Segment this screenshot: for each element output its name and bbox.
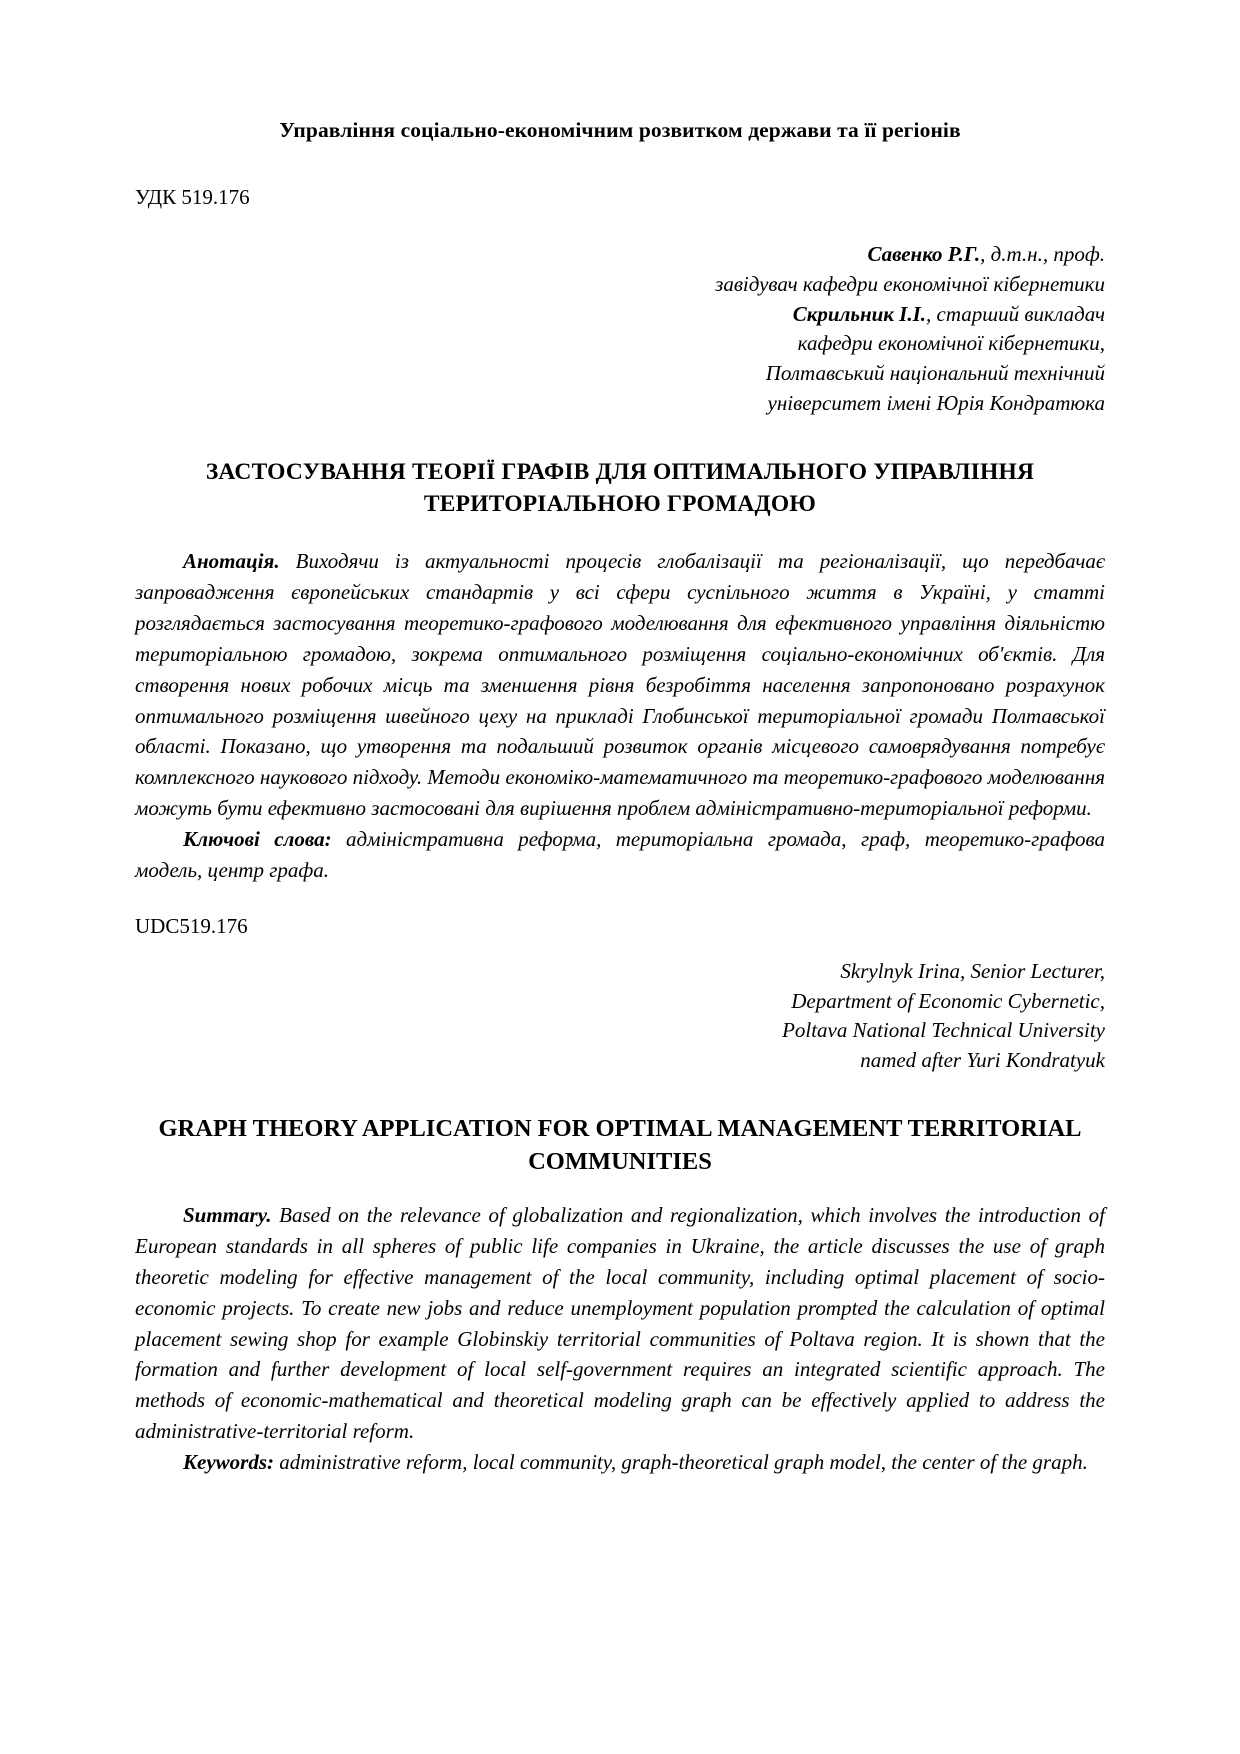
author-role: , старший викладач bbox=[926, 301, 1105, 326]
abstract-en bbox=[135, 1200, 1105, 1447]
author-affiliation: Полтавський національний технічний bbox=[765, 361, 1105, 386]
abstract-label-ua: Анотація. bbox=[183, 549, 280, 574]
abstract-text-ua: Виходячи із актуальності процесів глобалізації та регіоналізації, що передбачає запровадження європейських стандартів у всі сфери суспільного життя в Україні, у статті розглядається застосування теоретико-графового моделювання для ефективного управління діяльністю територіальною громадою, зокрема оптимального розміщення соціально-економічних об'єктів. Для створення нових робочих місць та зменшення рівня безробіття населення запропоновано розрахунок оптимального розміщення швейного цеху на прикладі Глобинської територіальної громади Полтавської області. Показано, що утворення та подальший розвиток органів місцевого самоврядування потребує комплексного наукового підходу. Методи економіко-математичного та теоретико-графового моделювання можуть бути ефективно застосовані для вирішення проблем адміністративно-територіальної реформи. bbox=[135, 549, 1105, 821]
page-title-en: GRAPH THEORY APPLICATION FOR OPTIMAL MANAGEMENT TERRITORIAL COMMUNITIES bbox=[158, 1115, 1082, 1176]
author-line: Poltava National Technical University bbox=[782, 1018, 1105, 1043]
page-title-ua: ЗАСТОСУВАННЯ ТЕОРІЇ ГРАФІВ ДЛЯ ОПТИМАЛЬНОГО УПРАВЛІННЯ ТЕРИТОРІАЛЬНОЮ ГРОМАДОЮ bbox=[205, 458, 1035, 517]
keywords-label-ua: Ключові слова: bbox=[183, 827, 332, 852]
author-block-en bbox=[135, 957, 1105, 1076]
running-head: Управління соціально-економічним розвитком держави та її регіонів bbox=[279, 118, 961, 142]
author-line bbox=[135, 300, 1105, 330]
author-affiliation: кафедри економічної кібернетики, bbox=[797, 331, 1105, 356]
author-affiliation: завідувач кафедри економічної кібернетики bbox=[715, 271, 1105, 296]
abstract-text-en: Based on the relevance of globalization and regionalization, which involves the introduction of European standards in all spheres of public life companies in Ukraine, the article discusses the use of graph theoretic modeling for effective management of the local community, including optimal placement of socio-economic projects. To create new jobs and reduce unemployment population prompted the calculation of optimal placement sewing shop for example Globinskiy territorial communities of Poltava region. It is shown that the formation and further development of local self-government requires an integrated scientific approach. The methods of economic-mathematical and theoretical modeling graph can be effectively applied to address the administrative-territorial reform. bbox=[135, 1203, 1105, 1444]
author-block-ua bbox=[135, 240, 1105, 419]
author-line: Skrylnyk Irina, Senior Lecturer, bbox=[840, 958, 1105, 983]
abstract-label-en: Summary. bbox=[183, 1203, 272, 1228]
udc-code-ua: УДК 519.176 bbox=[135, 185, 250, 209]
author-line bbox=[135, 329, 1105, 359]
author-name: Савенко Р.Г. bbox=[867, 242, 981, 266]
author-name: Скрильник І.І. bbox=[792, 301, 927, 326]
keywords-text-en: administrative reform, local community, graph-theoretical graph model, the center of the graph. bbox=[274, 1450, 1088, 1475]
author-line bbox=[135, 359, 1105, 389]
keywords-label-en: Keywords: bbox=[183, 1450, 274, 1475]
keywords-ua bbox=[135, 824, 1105, 886]
keywords-text-ua: адміністративна реформа, територіальна громада, граф, теоретико-графова модель, центр графа. bbox=[135, 827, 1105, 882]
author-line bbox=[135, 270, 1105, 300]
author-line: named after Yuri Kondratyuk bbox=[860, 1048, 1105, 1073]
author-line: Department of Economic Cybernetic, bbox=[791, 988, 1105, 1013]
author-line bbox=[135, 240, 1105, 270]
abstract-ua bbox=[135, 546, 1105, 824]
author-line bbox=[135, 389, 1105, 419]
udc-code-en: UDC519.176 bbox=[135, 913, 248, 938]
author-role: , д.т.н., проф. bbox=[980, 242, 1105, 266]
keywords-en bbox=[135, 1447, 1105, 1478]
author-affiliation: університет імені Юрія Кондратюка bbox=[767, 391, 1105, 416]
